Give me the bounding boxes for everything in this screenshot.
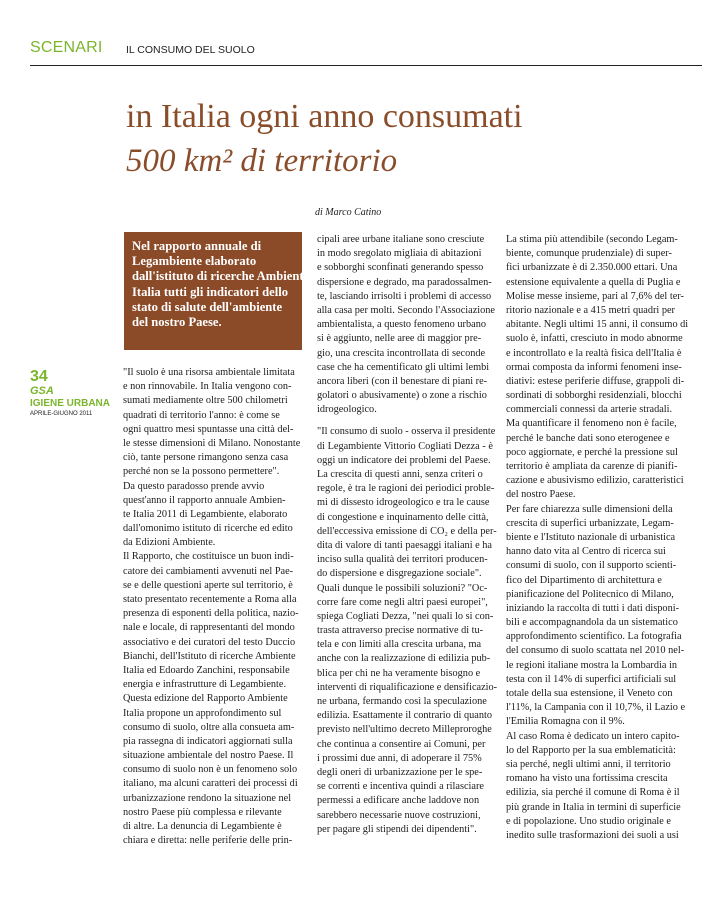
text-line: Molise messe insieme, pari al 7,6% del ter-: [506, 290, 684, 302]
callout-line: del nostro Paese.: [132, 315, 222, 330]
text-line: [317, 417, 497, 425]
text-line: case che ha cementificato gli ultimi lembi: [317, 361, 490, 373]
text-line: in modo sregolato migliaia di abitazioni: [317, 248, 482, 260]
text-line: Al caso Roma è dedicato un intero capito-: [506, 730, 680, 742]
callout-line: Italia tutti gli indicatori dello: [132, 284, 289, 299]
text-line: e di popolazione. Uno studio originale e: [506, 815, 671, 827]
byline: di Marco Catino: [315, 207, 382, 218]
text-line: situazione ambientale del nostro Paese. Il: [123, 750, 294, 762]
text-line: si è aggiunto, nelle aree di maggior pre-: [317, 333, 482, 345]
text-line: catore dei cambiamenti avvenuti nel Pae-: [123, 565, 294, 577]
text-line: te Italia 2011 di Legambiente, elaborato: [123, 508, 288, 520]
text-line: inciso sulla qualità dei territori producen-: [317, 554, 488, 566]
text-line: di congestione e inquinamento delle città,: [317, 511, 489, 523]
text-line: del consumo di suolo scattata nel 2010 nel-: [506, 645, 685, 657]
text-line: se e delle questioni aperte sul territorio, è: [123, 579, 293, 591]
text-line: alla casa per molti. Secondo l'Associazione: [317, 304, 495, 316]
text-line: fici urbanizzate è di 2.350.000 ettari. Una: [506, 262, 678, 274]
text-line: Questa edizione del Rapporto Ambiente: [123, 693, 288, 705]
text-line: edilizia, sia perché il comune di Roma è il: [506, 787, 680, 799]
text-column-3: [506, 233, 693, 843]
text-line: da Edizioni Ambiente.: [123, 537, 216, 549]
headline-line-1: in Italia ogni anno consumati: [126, 98, 523, 135]
text-line: che continua a consentire ai Comuni, per: [317, 738, 486, 750]
text-line: Il Rapporto, che costituisce un buon indi-: [123, 551, 294, 563]
text-line: "Il consumo di suolo - osserva il presidente: [317, 426, 496, 438]
text-line: consumo di suolo non è un fenomeno solo: [123, 764, 298, 776]
text-line: stato presentato recentemente a Roma alla: [123, 594, 297, 605]
text-line: poco aggiornate, e perché la pressione sul: [506, 446, 678, 458]
headline-line-2: 500 km² di territorio: [126, 143, 398, 179]
text-line: ancora liberi (con il benestare di piani re-: [317, 375, 488, 387]
text-line: territorio è ampliata da carenze di pianifi-: [506, 461, 678, 472]
text-line: le stesse dimensioni di Milano. Nonostante: [123, 437, 301, 449]
text-line: perché non se la possono permettere".: [123, 466, 280, 478]
text-line: diativi: estese periferie diffuse, grappoli di-: [506, 375, 685, 387]
text-line: do dispersione e disgregazione sociale".: [317, 568, 482, 580]
text-line: La crescita di questi anni, senza criteri o: [317, 469, 483, 480]
text-line: dita di valore di tanti paesaggi italiani e ha: [317, 539, 492, 551]
callout-line: Legambiente elaborato: [132, 254, 257, 269]
text-line: Da questo paradosso prende avvio: [123, 480, 265, 492]
text-line: testa con il 14% di superfici artificiali sul: [506, 673, 677, 685]
callout-line: Nel rapporto annuale di: [132, 239, 262, 253]
text-line: degli oneri di urbanizzazione per le spe-: [317, 766, 483, 778]
text-line: e sobborghi sconfinati generando spesso: [317, 262, 484, 274]
text-line: e non rinnovabile. In Italia vengono con-: [123, 381, 292, 393]
text-line: di Legambiente Vittorio Cogliati Dezza - è: [317, 440, 493, 452]
text-line: presenza di esponenti della politica, nazio-: [123, 608, 299, 620]
text-line: totale della sua estensione, il Veneto con: [506, 688, 673, 699]
text-line: romano ha visto una fortissima crescita: [506, 773, 668, 785]
text-line: bili e accompagnandola da un sistematico: [506, 617, 678, 629]
text-line: associativo e dei curatori del testo Duccio: [123, 636, 296, 648]
text-line: biente e l'Istituto nazionale di urbanistica: [506, 531, 676, 543]
text-line: "Il suolo è una risorsa ambientale limitata: [123, 367, 295, 378]
callout-line: stato di salute dell'ambiente: [132, 299, 283, 314]
text-line: regole, è tra le ragioni dei periodici proble-: [317, 483, 495, 495]
text-line: nostro Paese più complessa e rilevante: [123, 806, 282, 818]
header-divider: [30, 65, 702, 66]
text-line: mi di dissesto idrogeologico e tra le cause: [317, 497, 490, 509]
text-line: consumi di suolo, con il supporto scienti-: [506, 560, 677, 572]
text-line: quest'anno il rapporto annuale Ambien-: [123, 494, 286, 506]
text-line: Italia ed Edoardo Zanchini, responsabile: [123, 664, 290, 676]
text-line: biente, comunque prudenziale) di super-: [506, 248, 672, 260]
text-line: sumati mediamente oltre 500 chilometri: [123, 395, 288, 407]
text-line: consumo di suolo, oltre alla consueta am-: [123, 721, 295, 733]
text-line: hanno dato vita al Centro di ricerca sui: [506, 546, 666, 558]
text-line: italiano, ma alcuni caratteri dei processi di: [123, 778, 298, 790]
subsection-label: IL CONSUMO DEL SUOLO: [126, 44, 255, 56]
text-line: sia perché, negli ultimi anni, il territorio: [506, 758, 671, 770]
text-column-1: [123, 366, 307, 848]
text-line: crescita di superfici urbanizzate, Legam-: [506, 517, 674, 529]
text-line: lo del Rapporto per la sua emblematicità:: [506, 744, 676, 756]
text-line: pia rassegna di indicatori aggiornati sulla: [123, 735, 293, 747]
text-line: inedito sulle trasformazioni dei suoli a usi: [506, 829, 679, 841]
text-line: approfondimento scientifico. La fotografia: [506, 631, 682, 643]
text-line: i prossimi due anni, di adoperare il 75%: [317, 752, 482, 764]
text-line: cazione e abusivismo edilizio, caratteristici: [506, 475, 684, 487]
text-line: idrogeologico.: [317, 404, 377, 416]
text-line: suolo è, infatti, cresciuto in modo abnorme: [506, 333, 683, 345]
text-line: ritorio nazionale e a 415 metri quadri per: [506, 304, 675, 316]
text-line: ogni quattro mesi spuntasse una città del-: [123, 423, 294, 435]
text-line: ormai composta da informi fenomeni inse-: [506, 361, 682, 373]
text-line: golatori o abusivamente) o zone a rischio: [317, 390, 487, 402]
text-line: ambientalista, a questo fenomeno urbano: [317, 319, 486, 331]
callout-box: [124, 232, 310, 350]
text-line: e incontrollato e la realtà fisica dell'Italia è: [506, 347, 682, 359]
text-line: Per fare chiarezza sulle dimensioni della: [506, 503, 673, 515]
text-column-2: [317, 233, 497, 837]
text-line: previsto nell'ultimo decreto Milleproroghe: [317, 724, 492, 736]
text-line: tela e con limiti alla crescita urbana, ma: [317, 639, 482, 651]
text-line: sarebbero necessarie nuove costruzioni,: [317, 809, 481, 821]
text-line: oggi un indicatore dei problemi del Paese.: [317, 454, 491, 466]
text-line: Ma quantificare il fenomeno non è facile,: [506, 418, 677, 430]
text-line: interventi di riqualificazione e densificazio-: [317, 681, 497, 693]
text-line: per pagare gli stipendi dei dipendenti".: [317, 823, 477, 835]
text-line: Bianchi, dell'Istituto di ricerche Ambiente: [123, 650, 296, 662]
text-line: più grande in Italia in termini di superficie: [506, 801, 681, 813]
text-line: le regioni italiane mostra la Lombardia in: [506, 659, 677, 671]
text-line: corre fare come negli altri paesi europei",: [317, 596, 488, 608]
text-line: chiara e diretta: nelle periferie delle prin-: [123, 835, 293, 847]
text-line: La stima più attendibile (secondo Legam-: [506, 234, 678, 245]
text-line: nale e locale, di rappresentanti del mondo: [123, 622, 295, 634]
text-line: Quali dunque le possibili soluzioni? "Oc-: [317, 582, 488, 594]
text-line: edilizia. Esattamente il contrario di quanto: [317, 710, 492, 722]
text-line: l'11%, la Campania con il 10,7%, il Lazio e: [506, 702, 686, 714]
text-line: energia e infrastrutture di Legambiente.: [123, 679, 287, 691]
text-line: perché le banche dati sono eterogenee e: [506, 432, 670, 444]
text-line: gio, una crescita incontrollata di seconde: [317, 347, 486, 359]
page-number: 34: [30, 368, 48, 385]
text-line: dispersione e degrado, ma paradossalmen-: [317, 276, 492, 288]
text-line: dall'omonimo istituto di ricerche ed edito: [123, 523, 293, 535]
text-line: spiega Cogliati Dezza, "nei quali lo si con-: [317, 610, 494, 622]
magazine-logo: GSA: [30, 385, 54, 397]
text-line: estensione equivalente a quella di Puglia e: [506, 276, 681, 288]
text-line: se correnti e incentiva quindi a rilasciare: [317, 781, 484, 793]
text-line: di altre. La denuncia di Legambiente è: [123, 821, 282, 832]
text-line: ne urbana, fermando così la speculazione: [317, 696, 487, 707]
text-line: dell'eccessiva emissione di CO₂ e della per-: [317, 525, 497, 537]
text-line: fico del Dipartimento di architettura e: [506, 574, 662, 586]
text-line: permessi a edificare anche laddove non: [317, 795, 480, 807]
text-line: te, lasciando irrisolti i problemi di accesso: [317, 290, 492, 302]
text-line: blica per chi ne ha veramente bisogno e: [317, 667, 481, 679]
text-line: Italia propone un approfondimento sul: [123, 707, 282, 719]
text-line: l'Emilia Romagna con il 9%.: [506, 716, 625, 728]
text-line: quadrati di territorio l'anno: è come se: [123, 409, 280, 421]
text-line: commerciali connessi da arterie stradali.: [506, 404, 673, 416]
text-line: pianificazione del Politecnico di Milano,: [506, 588, 674, 600]
text-line: urbanizzazione rendono la situazione nel: [123, 792, 292, 804]
text-line: ciò, tante persone rimangono senza casa: [123, 452, 289, 464]
issue-date: APRILE-GIUGNO 2011: [30, 411, 93, 417]
text-line: sordinati di sobborghi residenziali, blocchi: [506, 390, 682, 402]
callout-line: dall'istituto di ricerche Ambiente: [132, 269, 310, 284]
magazine-name: IGIENE URBANA: [30, 398, 111, 409]
text-line: cipali aree urbane italiane sono cresciute: [317, 234, 485, 245]
text-line: anche con la realizzazione di edilizia pub-: [317, 653, 491, 665]
section-label: SCENARI: [30, 39, 103, 56]
text-line: trasta attraverso precise normative di tu-: [317, 625, 484, 637]
text-line: abitante. Negli ultimi 15 anni, il consumo di: [506, 319, 689, 331]
text-line: del nostro Paese.: [506, 489, 576, 501]
text-line: iniziando la raccolta di tutti i dati disponi-: [506, 602, 680, 614]
